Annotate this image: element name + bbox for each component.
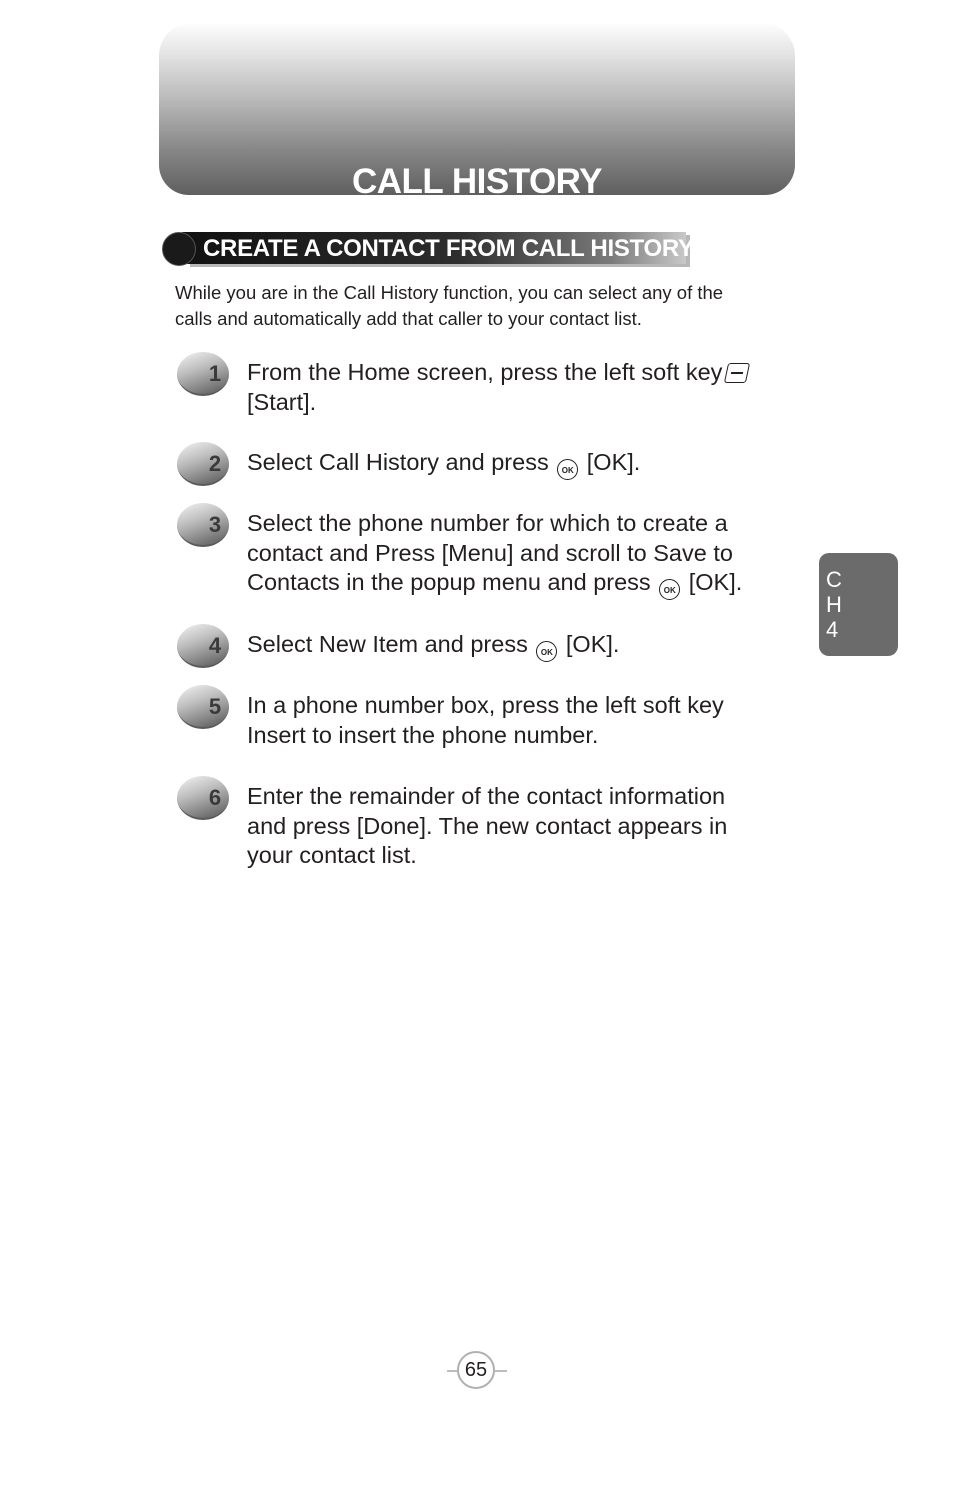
step-line: Select the phone number for which to create a <box>247 510 728 536</box>
step-number-badge <box>175 440 231 486</box>
page-header <box>159 22 795 201</box>
step-number: 4 <box>208 633 222 658</box>
step-number-badge <box>175 350 231 396</box>
step-text <box>247 509 797 600</box>
step-number-badge <box>175 683 231 729</box>
page-number-ornament <box>447 1351 507 1391</box>
step-text <box>247 782 797 871</box>
step-line: Contacts in the popup menu and press <box>247 569 651 595</box>
step-line: and press [Done]. The new contact appears in <box>247 812 728 839</box>
step-line: From the Home screen, press the left soft key <box>247 359 723 385</box>
step-text <box>247 358 797 417</box>
step-number: 6 <box>208 785 222 810</box>
chapter-tab-letter: C <box>826 567 842 592</box>
step-number: 5 <box>208 694 222 719</box>
step-number: 3 <box>208 512 222 537</box>
step-line: [OK]. <box>565 631 620 657</box>
intro-line: While you are in the Call History function, you can select any of the <box>175 282 724 303</box>
step-line: Select Call History and press <box>247 449 549 475</box>
section-bullet-icon <box>162 232 196 266</box>
ok-key-icon: OK <box>659 579 680 600</box>
section-title: CREATE A CONTACT FROM CALL HISTORY <box>203 235 694 262</box>
page-number: 65 <box>457 1351 495 1389</box>
step-line: [Start]. <box>247 388 317 415</box>
step-number-badge <box>175 774 231 820</box>
step-line: Enter the remainder of the contact information <box>247 783 726 809</box>
step-number: 2 <box>208 451 222 476</box>
page-title: CALL HISTORY <box>351 162 603 201</box>
intro-paragraph <box>175 280 775 332</box>
step-line: Select New Item and press <box>247 631 528 657</box>
ok-key-icon: OK <box>557 459 578 480</box>
step-line: contact and Press [Menu] and scroll to Save to <box>247 539 733 566</box>
step-number-badge <box>175 501 231 547</box>
ok-key-icon: OK <box>536 641 557 662</box>
step-line: Insert to insert the phone number. <box>247 721 599 748</box>
step-number: 1 <box>208 361 222 386</box>
step-line: your contact list. <box>247 842 417 868</box>
step-line: [OK]. <box>586 449 641 475</box>
left-soft-key-icon <box>724 363 750 383</box>
chapter-tab <box>819 553 898 656</box>
step-line: In a phone number box, press the left soft key <box>247 692 724 718</box>
step-text <box>247 691 797 750</box>
step-text <box>247 448 797 480</box>
chapter-tab-letter: H <box>826 592 842 617</box>
intro-line: calls and automatically add that caller to your contact list. <box>175 308 642 329</box>
step-number-badge <box>175 622 231 668</box>
step-line: [OK]. <box>688 569 743 595</box>
step-text <box>247 630 797 662</box>
chapter-tab-number: 4 <box>826 617 839 642</box>
